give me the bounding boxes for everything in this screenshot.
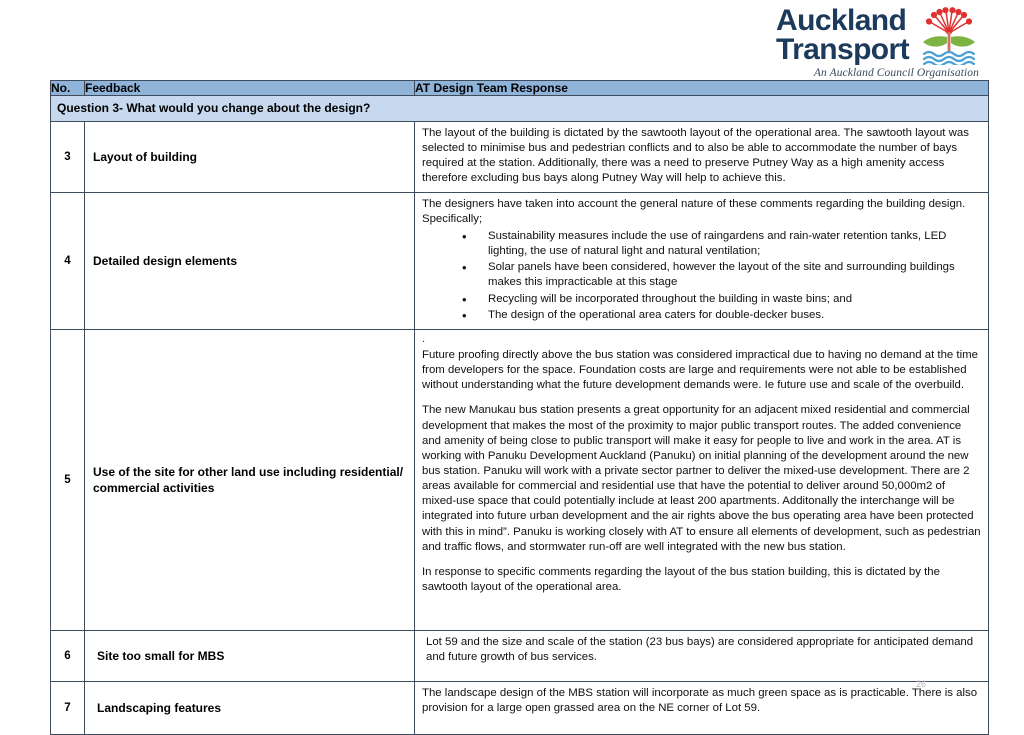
feedback-label: Detailed design elements — [85, 192, 415, 329]
column-header-no: No. — [51, 81, 85, 96]
logo-tagline: An Auckland Council Organisation — [813, 67, 979, 79]
logo-main — [776, 6, 982, 65]
question-banner-row — [51, 96, 989, 122]
list-item: • Recycling will be incorporated throughout the building in waste bins; and — [462, 292, 981, 307]
pohutukawa-flower-and-waves-icon — [916, 7, 982, 65]
auckland-transport-logo — [776, 6, 982, 79]
table-header-row — [51, 81, 989, 96]
logo-wordmark — [776, 6, 909, 65]
response-cell — [415, 122, 989, 193]
response-bullet-list — [422, 229, 981, 323]
row-number: 4 — [51, 192, 85, 329]
response-paragraph: The landscape design of the MBS station will incorporate as much green space as is practicable. There is also provision for a large open grassed area on the NE corner of Lot 59. — [422, 686, 978, 715]
feedback-label: Layout of building — [85, 122, 415, 193]
logo-word-auckland: Auckland — [776, 4, 907, 37]
feedback-label: Site too small for MBS — [85, 630, 415, 681]
response-cell — [415, 681, 989, 734]
table-row — [51, 630, 989, 681]
response-paragraph: Lot 59 and the size and scale of the station (23 bus bays) are considered appropriate for anticipated demand and future growth of bus services. — [426, 635, 974, 664]
list-item: • Solar panels have been considered, however the layout of the site and surrounding buildings makes this impracticable at this stage — [462, 260, 981, 290]
logo-word-transport: Transport — [776, 32, 909, 66]
table-row — [51, 192, 989, 329]
table-row — [51, 681, 989, 734]
table-row — [51, 329, 989, 630]
response-cell — [415, 329, 989, 630]
table-row — [51, 122, 989, 193]
feedback-label: Landscaping features — [85, 681, 415, 734]
column-header-feedback: Feedback — [85, 81, 415, 96]
row-number: 7 — [51, 681, 85, 734]
column-header-response: AT Design Team Response — [415, 81, 989, 96]
row-number: 5 — [51, 329, 85, 630]
response-paragraph: In response to specific comments regarding the layout of the bus station building, this is dictated by the sawtooth layout of the operational area. — [422, 565, 940, 594]
page-number: 26 — [916, 679, 927, 689]
stray-mark: . — [422, 332, 426, 345]
response-paragraph: The layout of the building is dictated by the sawtooth layout of the operational area. The sawtooth layout was selected to minimise bus and pedestrian conflicts and to also be able to accommodate the number of bays required at the station. Additionally, there was a need to preserve Putney Way as a high amenity access therefore excluding bus bays along Putney Way will help to achieve this. — [422, 127, 969, 185]
list-item: • Sustainability measures include the use of raingardens and rain-water retention tanks, LED lighting, the use of natural light and natural ventilation; — [462, 229, 981, 259]
response-cell — [415, 192, 989, 329]
response-paragraph: Future proofing directly above the bus station was considered impractical due to having no demand at the time from developers for the space. Foundation costs are large and requirements were not able to be established without understanding what the future development demands were. Ie future use and scale of the overbuild. — [422, 348, 978, 392]
question-banner-text: Question 3- What would you change about the design? — [51, 96, 989, 122]
response-paragraph: The designers have taken into account the general nature of these comments regarding the building design. Specifically; — [422, 197, 966, 225]
list-item: • The design of the operational area caters for double-decker buses. — [462, 308, 981, 323]
row-number: 3 — [51, 122, 85, 193]
response-paragraph: The new Manukau bus station presents a great opportunity for an adjacent mixed residential and commercial development that makes the most of the proximity to major public transport routes. The added convenience and amenity of being close to public transport will make it easy for people to live and work in the area. AT is working with Panuku Development Auckland (Panuku) on initial planning of the development around the new bus station. Panuku will work with a private sector partner to deliver the mixed-use development. There are 2 areas available for commercial and residential use that have the potential to deliver around 50,000m2 of mixed-use space that could potentially include at least 200 apartments. Additonally the interchange will be integrated into future urban development and the air rights above the bus operating area have been protected with this in mind”. Panuku is working closely with AT to ensure all elements of development, such as pedestrian and traffic flows, and stormwater run-off are well integrated with the new bus station. — [422, 404, 981, 553]
feedback-response-table — [50, 80, 989, 735]
feedback-label: Use of the site for other land use including residential/ commercial activities — [85, 329, 415, 630]
row-number: 6 — [51, 630, 85, 681]
response-cell — [415, 630, 989, 681]
page-header — [0, 0, 1024, 80]
